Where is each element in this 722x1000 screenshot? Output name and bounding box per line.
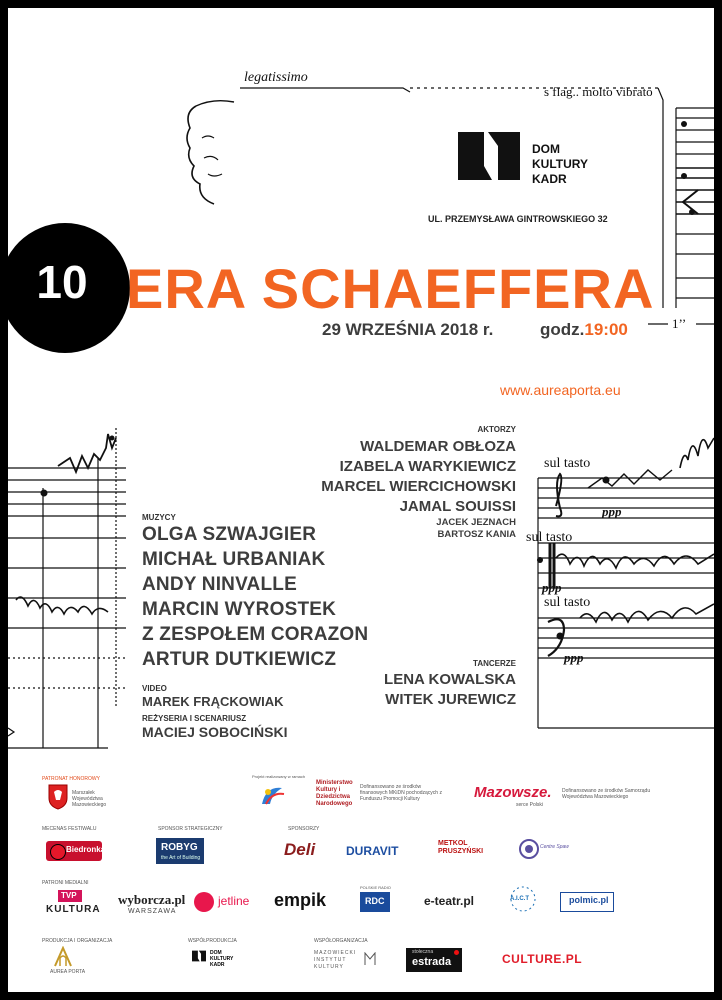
score-sul-tasto-1: sul tasto xyxy=(544,456,591,471)
sponsors-label: SPONSORZY xyxy=(288,826,320,832)
polmic-text: polmic.pl xyxy=(569,895,609,905)
metkol-logo: METKOL PRUSZYŃSKI xyxy=(438,840,484,855)
event-website-link[interactable]: www.aureaporta.eu xyxy=(500,382,621,398)
estrada-sub: stołeczna xyxy=(412,949,434,955)
event-title: ERA SCHAEFFERA xyxy=(126,257,655,320)
score-legatissimo: legatissimo xyxy=(244,70,308,85)
festival-patron-label: MECENAS FESTIWALU xyxy=(42,826,97,832)
robyg-logo xyxy=(156,838,204,864)
dancer-name: LENA KOWALSKA xyxy=(384,671,516,688)
score-flag-vibrato: s flag.. molto vibrato xyxy=(544,84,653,99)
direction-name: MACIEJ SOBOCIŃSKI xyxy=(142,724,288,740)
production-label: PRODUKCJA I ORGANIZACJA xyxy=(42,938,113,944)
dancers-label: TANCERZE xyxy=(473,659,516,668)
tvp-logo xyxy=(58,890,82,902)
venue-logo-line-3: KADR xyxy=(532,172,567,186)
strategic-sponsor-label: SPONSOR STRATEGICZNY xyxy=(158,826,223,832)
actor-minor-name: BARTOSZ KANIA xyxy=(437,529,516,540)
mazovia-coat-of-arms-icon xyxy=(48,784,68,810)
musician-name: MICHAŁ URBANIAK xyxy=(142,549,326,570)
wyborcza-sub: WARSZAWA xyxy=(128,908,177,915)
eteatr-logo: e-teatr.pl xyxy=(424,894,475,908)
event-time-label: godz. xyxy=(540,320,585,339)
musician-name: ARTUR DUTKIEWICZ xyxy=(142,649,337,670)
dancer-name: WITEK JUREWICZ xyxy=(385,691,516,708)
ministry-program-icon xyxy=(258,782,286,808)
actor-name: IZABELA WARYKIEWICZ xyxy=(339,458,516,475)
dom-kultury-kadr-logo xyxy=(458,132,520,180)
score-ppp-2: ppp xyxy=(542,580,562,595)
dkk-line: KULTURY xyxy=(210,956,234,962)
biedronka-text: Biedronka xyxy=(66,845,106,854)
musicians-label: MUZYCY xyxy=(142,513,176,522)
venue-logo-line-1: DOM xyxy=(532,142,560,156)
estrada-dot-icon xyxy=(454,950,459,955)
actors-label: AKTORZY xyxy=(477,425,516,434)
actor-name: WALDEMAR OBŁOZA xyxy=(360,438,516,455)
centre-spaw-text: Centre Spaw xyxy=(540,844,569,850)
ladybug-icon xyxy=(50,844,66,860)
dkk-line: DOM xyxy=(210,950,222,956)
musician-name: OLGA SZWAJGIER xyxy=(142,524,317,545)
ministry-note: Dofinansowano ze środków finansowych MKiDN pochodzących z Funduszu Promocji Kultury xyxy=(360,784,442,802)
score-sul-tasto-2: sul tasto xyxy=(526,530,573,545)
ministry-small-text: Projekt realizowany w ramach xyxy=(252,774,306,779)
dkk-small-logo-icon xyxy=(192,950,206,962)
mazowsze-logo: Mazowsze. xyxy=(474,784,552,801)
deli-logo: Deli xyxy=(284,840,316,859)
robyg-text: ROBYG xyxy=(161,842,198,853)
tvp-kultura-text: KULTURA xyxy=(46,904,101,915)
event-time xyxy=(540,320,628,340)
biedronka-logo xyxy=(46,841,106,861)
score-sul-tasto-3: sul tasto xyxy=(544,595,591,610)
estrada-logo xyxy=(406,948,462,972)
duravit-logo: DURAVIT xyxy=(346,844,399,858)
venue-logo-text xyxy=(532,142,588,187)
actor-name: MARCEL WIERCICHOWSKI xyxy=(321,478,516,495)
actor-minor-name: JACEK JEZNACH xyxy=(436,517,516,528)
wyborcza-logo: wyborcza.pl xyxy=(118,892,186,907)
score-ppp-3: ppp xyxy=(564,650,584,665)
score-duration: 1’’ xyxy=(672,316,687,331)
mazowsze-sub: serce Polski xyxy=(516,802,543,808)
venue-logo-line-2: KULTURY xyxy=(532,157,588,171)
edition-number: 10 xyxy=(36,256,88,308)
coproduction-label: WSPÓŁPRODUKCJA xyxy=(188,938,237,944)
aurea-porta-text: AUREA PORTA xyxy=(50,969,86,975)
direction-label: REŻYSERIA I SCENARIUSZ xyxy=(142,714,247,723)
honorary-patronage-label: PATRONAT HONOROWY xyxy=(42,776,100,782)
mik-logo: MAZOWIECKI INSTYTUT KULTURY xyxy=(314,950,357,970)
musician-name: Z ZESPOŁEM CORAZON xyxy=(142,624,369,645)
rdc-top-text: POLSKIE RADIO xyxy=(360,885,391,890)
musician-name: ANDY NINVALLE xyxy=(142,574,297,595)
poster xyxy=(8,8,714,992)
musician-name: MARCIN WYROSTEK xyxy=(142,599,337,620)
dkk-line: KADR xyxy=(210,962,225,968)
jetline-logo: jetline xyxy=(218,894,250,908)
rdc-text: RDC xyxy=(365,896,385,906)
event-time-value: 19:00 xyxy=(584,320,628,339)
centre-spaw-icon xyxy=(518,838,540,860)
culture-pl-logo: CULTURE.PL xyxy=(502,952,583,966)
video-label: VIDEO xyxy=(142,684,167,693)
marszalek-text: Marszałek Województwa Mazowieckiego xyxy=(72,790,107,808)
robyg-sub: the Art of Building xyxy=(161,855,201,861)
aurea-porta-icon xyxy=(52,946,74,968)
rdc-logo xyxy=(360,892,390,912)
event-date: 29 WRZEŚNIA 2018 r. xyxy=(322,320,494,339)
score-ppp-1: ppp xyxy=(602,504,622,519)
empik-logo: empik xyxy=(274,890,327,910)
actor-name: JAMAL SOUISSI xyxy=(399,498,516,515)
coorganization-label: WSPÓŁORGANIZACJA xyxy=(314,938,368,944)
estrada-text: estrada xyxy=(412,956,452,968)
aict-text: A.I.C.T xyxy=(510,896,529,902)
venue-address: UL. PRZEMYSŁAWA GINTROWSKIEGO 32 xyxy=(428,214,608,224)
jetline-icon xyxy=(194,892,214,912)
tvp-text: TVP xyxy=(61,891,77,900)
mik-icon xyxy=(364,952,376,966)
polmic-logo xyxy=(560,892,614,912)
dkk-small-text xyxy=(210,950,233,968)
media-patrons-label: PATRONI MEDIALNI xyxy=(42,880,89,886)
mazowsze-note: Dofinansowano ze środków Samorządu Województwa Mazowieckiego xyxy=(562,788,651,800)
ministry-name: Ministerstwo Kultury i Dziedzictwa Narodowego xyxy=(316,780,353,807)
video-name: MAREK FRĄCKOWIAK xyxy=(142,694,284,709)
